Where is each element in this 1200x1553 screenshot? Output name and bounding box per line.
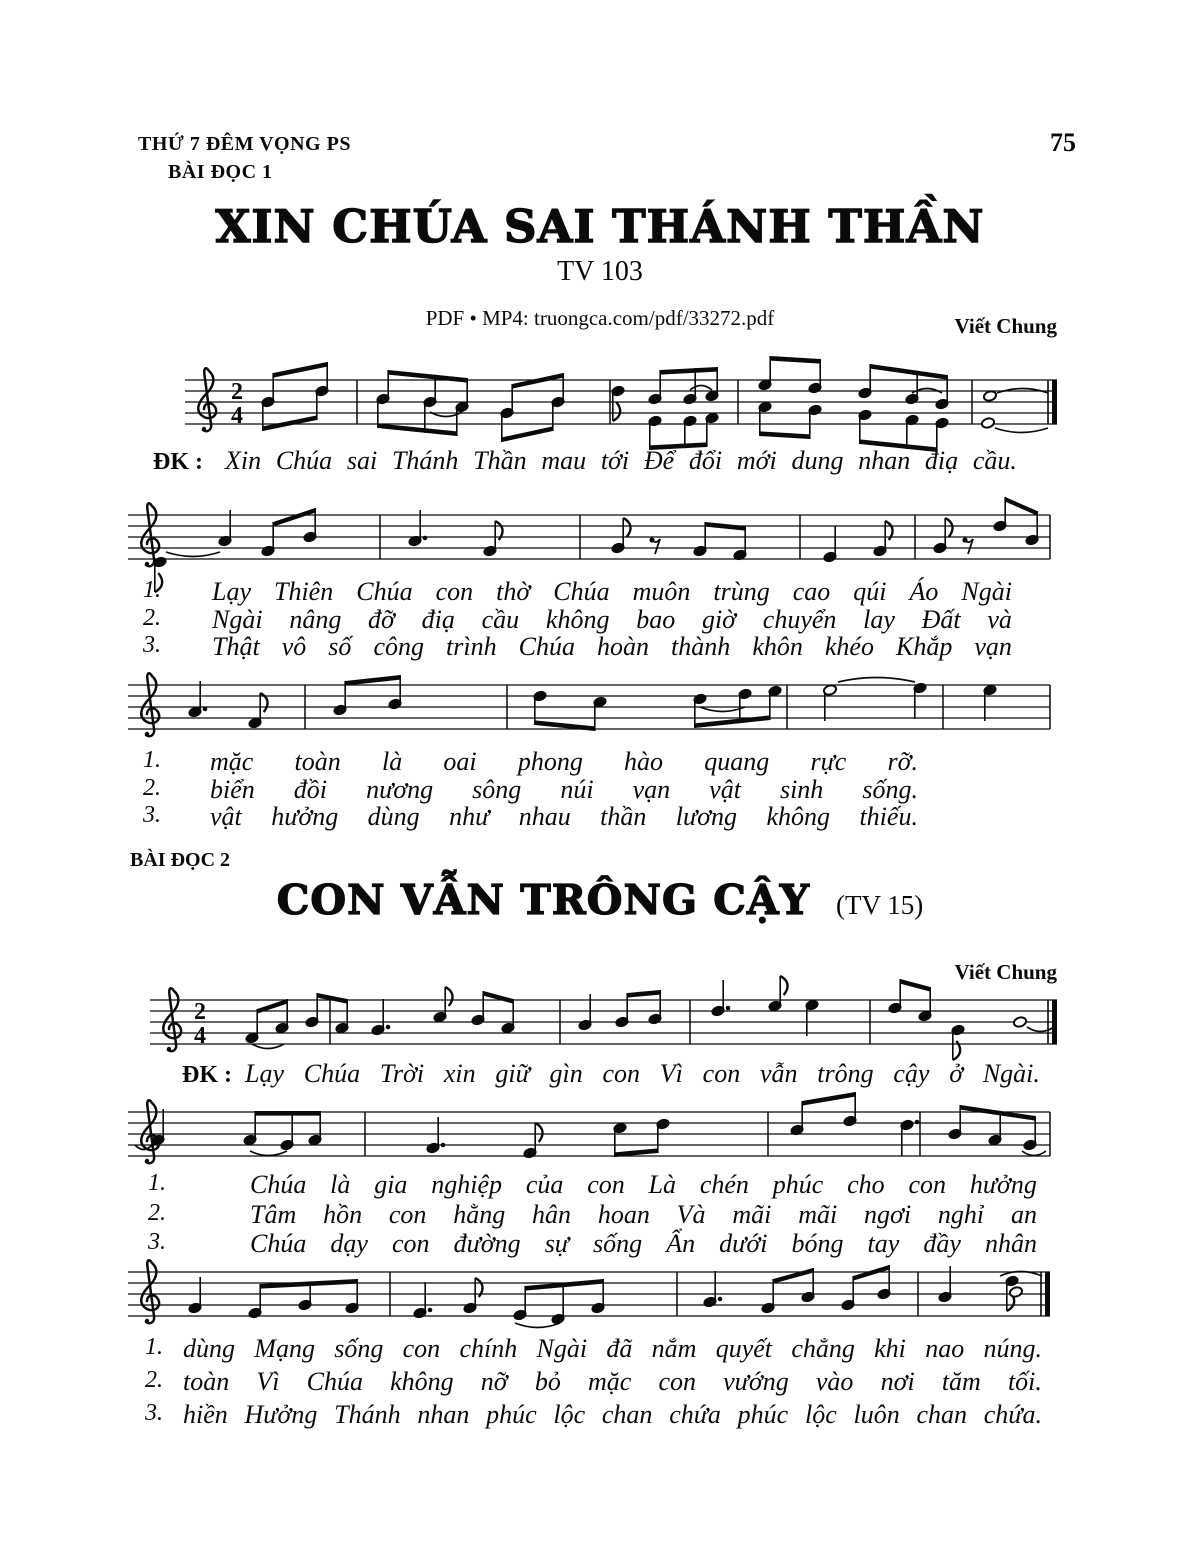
lyric-word: vướng [723,1367,789,1396]
song2-refrain-lyrics [245,1059,1040,1089]
lyric-word: núng. [983,1334,1042,1363]
verse-number: 1. [143,577,161,603]
song2-title-row [0,876,1200,924]
lyric-word: Chúa [306,1367,363,1396]
lyric-word: đường [453,1229,521,1258]
lyric-word: ngơi [864,1199,912,1229]
lyric-word: khéo [824,632,874,661]
lyric-word: Chúa [250,1229,307,1258]
lyric-word: Hưởng [244,1400,318,1429]
lyric-word: đỡ [368,604,395,634]
lyric-word: sinh [779,774,824,804]
lyric-word: gia [374,1170,408,1199]
lyric-word: phúc [737,1400,789,1429]
verse-line [0,605,1200,635]
lyric-word: nhan [417,1400,470,1429]
lyric-word: trình [446,632,497,661]
lyric-word: xin [443,1059,476,1088]
verse-line [0,1367,1200,1397]
lyric-word: con [391,1229,430,1258]
lyric-word: là [330,1170,351,1199]
lyric-word: là [381,747,403,776]
verse-lyrics [183,1400,1042,1430]
lyric-word: mau [541,446,587,475]
lyric-word: sông [472,774,522,804]
lyric-word: Chúa [553,577,610,606]
lyric-word: Lạy [245,1059,284,1088]
verse-number: 1. [148,1170,166,1196]
lyric-word: không [545,604,610,634]
lyric-word: Vì [659,1059,683,1088]
lyric-word: trông [817,1059,874,1088]
verse-number: 3. [148,1229,166,1255]
lyric-word: Thiên [274,577,334,606]
lyric-word: sai [346,446,378,475]
lyric-word: ở [949,1059,964,1088]
lyric-word: Tâm [250,1199,297,1229]
page-number: 75 [1050,128,1076,157]
lyric-word: Thánh [391,446,459,475]
lyric-word: số [328,632,352,661]
lyric-word: không [390,1367,454,1396]
song2-composer: Viết Chung [954,960,1057,984]
lyric-word: con [435,577,474,606]
lyric-word: Chúa [303,1059,361,1088]
lyric-word: biển [210,774,255,804]
lyric-word: không [766,802,831,831]
lyric-word: chan [601,1400,653,1429]
lyric-word: nhan [858,446,911,475]
lyric-word: Vì [256,1367,280,1396]
lyric-word: Ngài. [982,1059,1040,1088]
lyric-word: luôn [853,1400,900,1429]
lyric-word: phong [517,747,583,776]
verse-number: 1. [145,1334,163,1360]
song1-refrain-lyrics [225,446,1017,476]
lyric-word: Đất [921,604,961,634]
lyric-word: chuyển [762,604,837,634]
lyric-word: Chúa [518,632,575,661]
lyric-word: gìn [549,1059,583,1088]
lyric-word: Thật [212,632,260,661]
lyric-word: an [1010,1199,1037,1229]
lyric-word: thờ [496,577,531,606]
lyric-word: lương [675,802,738,831]
lyric-word: nao [925,1334,965,1363]
lyric-word: Mạng [254,1334,315,1363]
verse-line [0,1200,1200,1230]
lyric-word: vào [815,1367,854,1396]
lyric-word: chính [459,1334,518,1363]
lyric-word: tối. [1007,1367,1042,1396]
lyric-word: lộc [553,1400,586,1429]
lyric-word: con [658,1367,696,1396]
lyric-word: công [373,632,424,661]
lyric-word: Và [676,1199,706,1229]
lyric-word: Để [643,446,675,475]
lyric-word: hưởng [969,1170,1037,1199]
lyric-word: bóng [791,1229,844,1258]
song1-title: XIN CHÚA SAI THÁNH THẦN [215,200,985,253]
lyric-word: Thánh [334,1400,401,1429]
lyric-word: nhau [518,802,571,831]
lyric-word: mặc [587,1367,632,1396]
lyric-word: dùng [183,1334,235,1363]
lyric-word: giữ [495,1059,530,1088]
lyric-word: núi [560,774,594,804]
header-line1: THỨ 7 ĐÊM VỌNG PS [138,133,351,155]
lyric-word: quang [704,747,770,776]
lyric-word: thần [600,802,647,831]
lyric-word: chan [916,1400,968,1429]
lyric-word: hân [532,1199,572,1229]
lyric-word: cậy [893,1059,930,1088]
verse-lyrics [210,802,918,832]
lyric-word: khi [874,1334,906,1363]
verse-line [0,1170,1200,1200]
lyric-word: hưởng [271,802,339,831]
lyric-word: vạn [974,632,1012,661]
lyric-word: nỡ [480,1367,508,1396]
lyric-word: lộc [804,1400,837,1429]
verse-line [0,1229,1200,1259]
lyric-word: cho [847,1170,885,1199]
lyric-word: hào [624,747,664,776]
lyric-word: rỡ. [887,747,918,776]
lyric-word: con [587,1170,625,1199]
lyric-word: dung [791,446,844,475]
lyric-word: như [449,802,490,831]
song1-source-line: PDF • MP4: truongca.com/pdf/33272.pdf [425,306,775,330]
lyric-word: thiếu. [859,802,918,831]
lyric-word: Thần [473,446,527,475]
lyric-word: đã [606,1334,633,1363]
lyric-word: sống [593,1229,643,1258]
lyric-word: nắm [651,1334,697,1363]
lyric-word: nghỉ [937,1199,985,1229]
song1-composer: Viết Chung [954,314,1057,338]
lyric-word: Ngài [212,604,263,634]
lyric-word: dạy [330,1229,368,1258]
lyric-word: điạ [924,446,959,475]
lyric-word: Ngài [536,1334,588,1363]
verse-line [0,1400,1200,1430]
lyric-word: dưới [719,1229,768,1258]
lyric-word: vẫn [759,1059,798,1088]
lyric-word: Ngài [961,577,1012,606]
lyric-word: nhân [984,1229,1037,1258]
lyric-word: Chúa [356,577,413,606]
lyric-word: của [525,1170,564,1199]
lyric-word: con [402,1334,441,1363]
lyric-word: đồi [293,774,328,804]
verse-lyrics [183,1367,1042,1397]
verse-line [0,632,1200,662]
lyric-word: hằng [453,1199,506,1229]
svg-text:2: 2 [231,379,243,405]
lyric-word: tới [600,446,630,475]
lyric-word: cao [792,577,831,606]
verse-number: 2. [145,1367,163,1393]
lyric-word: hồn [323,1199,363,1229]
lyric-word: muôn [632,577,691,606]
verse-lyrics [212,577,1012,607]
lyric-word: qúi [853,577,887,606]
lyric-word: Là [648,1170,677,1199]
lyric-word: bỏ [534,1367,561,1396]
lyric-word: hiền [183,1400,228,1429]
verse-number: 2. [148,1199,166,1226]
svg-text:2: 2 [194,999,206,1025]
verse-lyrics [210,775,918,805]
verse-line [0,802,1200,832]
svg-text:4: 4 [194,1023,206,1049]
verse-line [0,1334,1200,1364]
verse-number: 2. [143,604,161,631]
lyric-word: thành [671,632,731,661]
lyric-word: phúc [486,1400,537,1429]
lyric-word: chén [699,1170,749,1199]
lyric-word: Lạy [212,577,251,606]
lyric-word: hoan [597,1199,650,1229]
lyric-word: mãi [732,1199,772,1229]
lyric-word: con [702,1059,741,1088]
lyric-word: vô [281,632,307,661]
lyric-word: Trời [379,1059,425,1088]
lyric-word: giờ [701,604,737,634]
lyric-word: toàn [294,747,341,776]
lyric-word: Áo [909,577,939,606]
header-line2: BÀI ĐỌC 1 [168,161,273,183]
song2-title-ref: (TV 15) [836,890,924,920]
lyric-word: bao [636,604,676,634]
verse-lyrics [183,1334,1042,1364]
lyric-word: Chúa [250,1170,307,1199]
lyric-word: mới [736,446,777,475]
lyric-word: chẳng [791,1334,855,1363]
verse-lyrics [250,1229,1037,1259]
verse-number: 3. [145,1400,163,1426]
lyric-word: sống [334,1334,384,1363]
lyric-word: con [388,1199,427,1229]
verse-lyrics [212,632,1012,662]
lyric-word: rực [810,747,847,776]
verse-lyrics [250,1170,1037,1200]
lyric-word: điạ [421,604,455,634]
lyric-word: chứa [669,1400,721,1429]
lyric-word: Xin [225,446,262,475]
lyric-word: nơi [880,1367,915,1396]
verse-line [0,577,1200,607]
verse-line [0,747,1200,777]
lyric-word: oai [443,747,477,776]
lyric-word: phúc [772,1170,824,1199]
verse-lyrics [210,747,918,777]
verse-lyrics [250,1200,1037,1230]
lyric-word: vạn [632,774,671,804]
verse-number: 1. [143,747,161,773]
song1-subtitle: TV 103 [557,256,643,287]
song2-section-label: BÀI ĐỌC 2 [130,849,231,871]
verse-lyrics [212,605,1012,635]
lyric-word: chứa. [983,1400,1042,1429]
verse-number: 3. [143,802,161,828]
lyric-word: đổi [688,446,723,475]
lyric-word: vật [210,802,242,831]
lyric-word: Khắp [896,632,953,661]
lyric-word: trùng [713,577,770,606]
lyric-word: Ẩn [666,1229,696,1258]
song2-refrain-label: ĐK : [182,1062,232,1088]
lyric-word: nâng [289,604,342,634]
lyric-word: mặc [210,747,254,776]
lyric-word: dùng [367,802,420,831]
lyric-word: khôn [752,632,803,661]
verse-line [0,775,1200,805]
lyric-word: sống. [862,774,918,804]
lyric-word: hoàn [597,632,650,661]
verse-number: 2. [143,774,161,801]
lyric-word: lay [863,604,895,634]
lyric-word: cầu [481,604,520,634]
svg-text:4: 4 [231,403,243,429]
song2-title: CON VẪN TRÔNG CẬY [276,876,810,924]
song1-refrain-label: ĐK : [153,449,203,475]
lyric-word: Chúa [275,446,333,475]
lyric-word: tăm [941,1367,981,1396]
lyric-word: nghiệp [431,1170,503,1199]
lyric-word: và [987,604,1012,634]
lyric-word: quyết [715,1334,773,1363]
lyric-word: sự [544,1229,569,1258]
lyric-word: con [908,1170,946,1199]
lyric-word: vật [709,774,741,804]
lyric-word: toàn [183,1367,230,1396]
lyric-word: mãi [798,1199,838,1229]
verse-number: 3. [143,632,161,658]
lyric-word: cầu. [972,446,1017,475]
lyric-word: nương [366,774,434,804]
lyric-word: con [602,1059,641,1088]
lyric-word: tay [867,1229,900,1258]
lyric-word: đầy [923,1229,961,1258]
